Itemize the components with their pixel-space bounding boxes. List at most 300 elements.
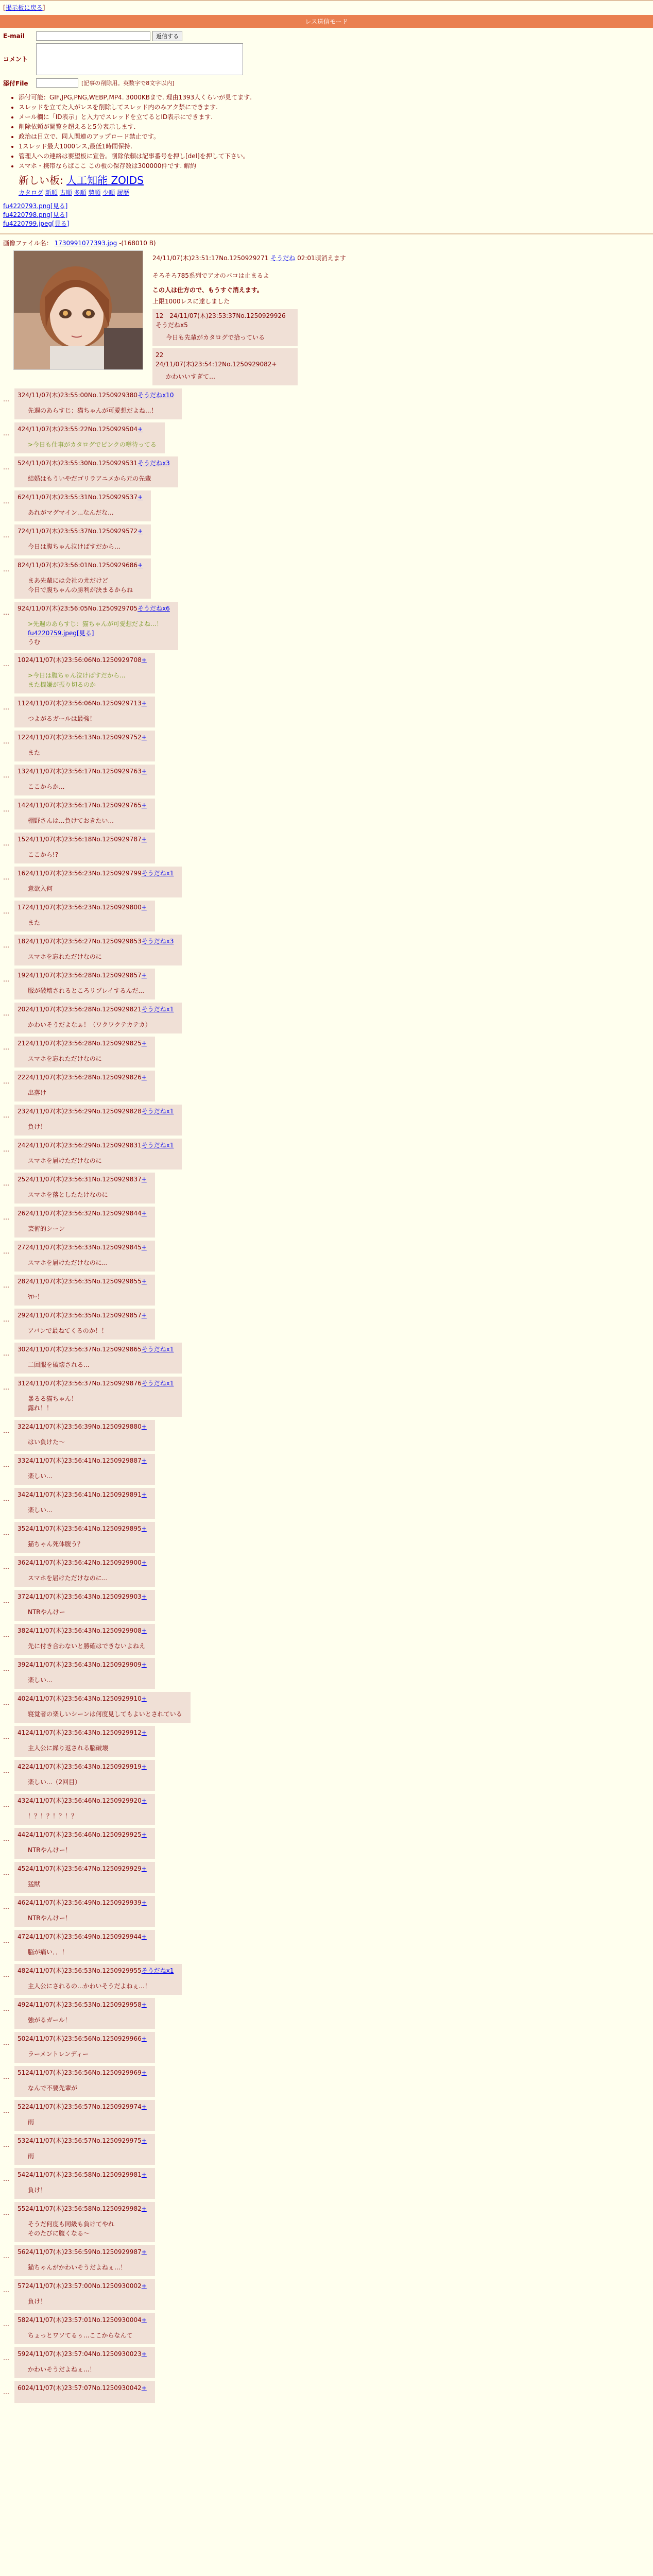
comment-label: コメント xyxy=(3,56,28,63)
reply-post xyxy=(14,697,155,727)
reply-header xyxy=(18,1005,174,1014)
sod-button[interactable]: + xyxy=(141,734,147,741)
sod-button[interactable]: + xyxy=(141,1763,147,1770)
op-date: 24/11/07(木)23:51:17 xyxy=(152,255,219,262)
sod-button[interactable]: + xyxy=(141,2282,147,2290)
reply-number[interactable]: No.1250929831 xyxy=(92,1142,142,1149)
sod-button[interactable]: そうだねx1 xyxy=(141,1108,174,1115)
reply-date: 24/11/07(木)23:56:43 xyxy=(25,1763,92,1770)
reply-row xyxy=(3,2032,653,2063)
sod-button[interactable]: + xyxy=(141,1210,147,1217)
reply-number[interactable]: No.1250929504 xyxy=(88,426,138,433)
reply-row xyxy=(3,1241,653,1272)
reply-indent: … xyxy=(3,2073,9,2080)
image-info-prefix: 画像ファイル名： xyxy=(3,240,53,247)
catalog-link[interactable]: 少順 xyxy=(102,189,115,196)
reply-index: 20 xyxy=(18,1006,26,1013)
reply-post xyxy=(14,2066,155,2097)
reply-date: 24/11/07(木)23:56:53 xyxy=(25,1967,92,1974)
reply-header xyxy=(18,604,170,613)
reply-number[interactable]: No.1250929857 xyxy=(92,1312,142,1319)
file-link[interactable]: fu4220799.jpeg[見る] xyxy=(3,220,70,227)
reply-row xyxy=(3,1590,653,1621)
sod-button[interactable]: + xyxy=(141,2069,147,2076)
reply-number[interactable]: No.1250929891 xyxy=(92,1491,142,1498)
sod-button[interactable]: そうだねx1 xyxy=(141,1142,174,1149)
reply-row xyxy=(3,935,653,965)
catalog-link[interactable]: 古順 xyxy=(59,189,72,196)
reply-indent: … xyxy=(3,1384,9,1391)
sod-button[interactable]: + xyxy=(141,2384,147,2392)
reply-number[interactable]: No.1250929765 xyxy=(92,802,142,809)
reply-number[interactable]: No.1250929920 xyxy=(92,1797,142,1804)
reply-header xyxy=(18,1796,147,1805)
reply-header xyxy=(18,869,174,878)
reply-index: 10 xyxy=(18,656,26,664)
catalog-link[interactable]: カタログ xyxy=(19,189,44,196)
reply-number[interactable]: No.1250929857 xyxy=(92,972,142,979)
reply-header xyxy=(18,2204,147,2213)
sod-button[interactable]: + xyxy=(141,1661,147,1668)
reply-number[interactable]: No.1250929531 xyxy=(88,460,138,467)
reply-post xyxy=(14,1105,182,1136)
reply-row xyxy=(3,1309,653,1340)
reply-indent: … xyxy=(3,1835,9,1842)
file-input[interactable] xyxy=(36,78,78,88)
reply-indent: … xyxy=(3,1316,9,1323)
op-reply xyxy=(152,348,298,385)
reply-indent: … xyxy=(3,772,9,779)
reply-number[interactable]: No.1250929708 xyxy=(92,656,142,664)
reply-indent: … xyxy=(3,396,9,403)
reply-number[interactable]: No.1250929876 xyxy=(92,1380,142,1387)
reply-indent: … xyxy=(3,498,9,505)
reply-number[interactable]: No.1250929853 xyxy=(92,938,142,945)
reply-number[interactable]: No.1250929925 xyxy=(92,1831,142,1838)
sod-button[interactable]: そうだねx10 xyxy=(138,392,174,399)
reply-post xyxy=(14,490,151,521)
reply-post xyxy=(14,1488,155,1519)
reply-post xyxy=(14,1794,155,1825)
catalog-link[interactable]: 履歴 xyxy=(117,189,130,196)
reply-body: 楽しい... xyxy=(28,1472,53,1480)
reply-row xyxy=(3,969,653,999)
sod-button[interactable]: + xyxy=(138,494,143,501)
reply-image-link[interactable]: fu4220759.jpeg[見る] xyxy=(28,630,94,637)
reply-number[interactable]: No.1250929929 xyxy=(92,1865,142,1872)
reply-body: 負け！ xyxy=(28,1123,47,1130)
catalog-link[interactable]: 新順 xyxy=(45,189,58,196)
reply-number[interactable]: No.1250929821 xyxy=(92,1006,142,1013)
reply-number[interactable]: No.1250929763 xyxy=(92,768,142,775)
reply-post xyxy=(14,1692,191,1723)
reply-row xyxy=(3,1624,653,1655)
reply-number[interactable]: No.1250930004 xyxy=(92,2316,142,2324)
reply-indent: … xyxy=(3,1248,9,1255)
reply-number[interactable]: No.1250929828 xyxy=(92,1108,142,1115)
sod-button[interactable]: そうだねx1 xyxy=(141,1006,174,1013)
reply-index: 21 xyxy=(18,1040,26,1047)
reply-post xyxy=(14,1377,182,1417)
sod-button[interactable]: + xyxy=(141,1559,147,1566)
new-board-note xyxy=(19,172,653,187)
sod-button[interactable]: そうだねx1 xyxy=(141,1967,174,1974)
reply-post xyxy=(14,969,155,999)
reply-number[interactable]: No.1250929799 xyxy=(92,870,142,877)
reply-date: 24/11/07(木)23:56:13 xyxy=(25,734,92,741)
reply-post xyxy=(14,1964,182,1995)
reply-body: 猛獣 xyxy=(28,1880,41,1888)
op-sod-button[interactable]: そうだね xyxy=(270,255,296,262)
reply-index: 4 xyxy=(18,426,22,433)
reply-body: NTRやんけー xyxy=(28,1608,65,1616)
sod-button[interactable]: + xyxy=(138,426,143,433)
reply-number[interactable]: No.1250929880 xyxy=(92,1423,142,1430)
sod-button[interactable]: + xyxy=(141,2205,147,2212)
back-nav: [掲示板に戻る] xyxy=(3,4,45,11)
sod-button[interactable]: + xyxy=(141,836,147,843)
reply-number[interactable]: No.1250929958 xyxy=(92,2001,142,2008)
sod-button[interactable]: + xyxy=(141,1899,147,1906)
catalog-link[interactable]: 勢順 xyxy=(88,189,101,196)
reply-header: 12 24/11/07(木)23:53:37No.1250929926そうだねx5 xyxy=(156,312,286,329)
sod-button[interactable]: + xyxy=(141,1312,147,1319)
reply-date: 24/11/07(木)23:56:41 xyxy=(25,1457,92,1464)
reply-header xyxy=(18,1345,174,1354)
reply-number[interactable]: No.1250929955 xyxy=(92,1967,142,1974)
reply-indent: … xyxy=(3,1495,9,1502)
reply-indent: … xyxy=(3,1078,9,1085)
reply-body: スマホを忘れただけなのに xyxy=(28,953,102,960)
sod-button[interactable]: + xyxy=(141,1797,147,1804)
sod-button[interactable]: + xyxy=(141,1865,147,1872)
reply-row xyxy=(3,1173,653,1204)
reply-date: 24/11/07(木)23:56:17 xyxy=(25,802,92,809)
reply-post xyxy=(14,1173,155,1204)
separator xyxy=(0,233,653,234)
image-size: -(168010 B) xyxy=(119,240,156,247)
sod-button[interactable]: + xyxy=(141,1457,147,1464)
reply-index: 36 xyxy=(18,1559,26,1566)
reply-date: 24/11/07(木)23:56:06 xyxy=(25,656,92,664)
op-number[interactable]: No.1250929271 xyxy=(219,255,269,262)
reply-post xyxy=(14,1862,155,1893)
reply-row xyxy=(3,1658,653,1689)
reply-number[interactable]: No.1250929944 xyxy=(92,1933,142,1940)
reply-index: 28 xyxy=(18,1278,26,1285)
reply-number[interactable]: No.1250929887 xyxy=(92,1457,142,1464)
reply-post xyxy=(14,2245,155,2276)
reply-index: 54 xyxy=(18,2171,26,2178)
rules-list xyxy=(19,93,653,171)
reply-number[interactable]: No.1250929939 xyxy=(92,1899,142,1906)
reply-header xyxy=(18,971,147,980)
sod-button[interactable]: + xyxy=(141,1491,147,1498)
reply-number[interactable]: No.1250929855 xyxy=(92,1278,142,1285)
sod-button[interactable]: + xyxy=(141,1831,147,1838)
reply-row xyxy=(3,558,653,599)
reply-number[interactable]: No.1250929825 xyxy=(92,1040,142,1047)
reply-header xyxy=(18,2136,147,2145)
reply-date: 24/11/07(木)23:55:31 xyxy=(21,494,88,501)
reply-row xyxy=(3,2134,653,2165)
reply-indent: … xyxy=(3,1461,9,1468)
reply-row xyxy=(3,833,653,863)
reply-date: 24/11/07(木)23:56:56 xyxy=(25,2069,92,2076)
reply-indent: … xyxy=(3,1869,9,1876)
reply-date: 24/11/07(木)23:56:41 xyxy=(25,1491,92,1498)
reply-index: 30 xyxy=(18,1346,26,1353)
reply-header xyxy=(18,1490,147,1499)
reply-number[interactable]: No.1250929975 xyxy=(92,2137,142,2144)
reply-date: 24/11/07(木)23:56:49 xyxy=(25,1899,92,1906)
reply-row xyxy=(3,1105,653,1136)
reply-header xyxy=(18,2315,147,2325)
reply-number[interactable]: No.1250929909 xyxy=(92,1661,142,1668)
file-link[interactable]: fu4220798.png[見る] xyxy=(3,211,68,218)
reply-body: スマホを届けただけなのに xyxy=(28,1157,102,1164)
reply-index: 52 xyxy=(18,2103,26,2110)
reply-row xyxy=(3,524,653,555)
reply-date: 24/11/07(木)23:56:32 xyxy=(25,1210,92,1217)
sod-button[interactable]: + xyxy=(141,2137,147,2144)
sod-button[interactable]: + xyxy=(141,1074,147,1081)
back-link[interactable]: 掲示板に戻る xyxy=(5,4,43,11)
sod-button[interactable]: + xyxy=(141,1423,147,1430)
sod-button[interactable]: + xyxy=(141,1593,147,1600)
reply-row xyxy=(3,1794,653,1825)
sod-button[interactable]: + xyxy=(141,1627,147,1634)
reply-body: かわいいすぎて… xyxy=(166,373,216,380)
reply-indent: … xyxy=(3,2141,9,2148)
reply-number[interactable]: No.1250929908 xyxy=(92,1627,142,1634)
reply-post xyxy=(14,765,155,795)
reply-body: 猫ちゃんがかわいそうだよねぇ...！ xyxy=(28,2264,127,2271)
reply-number[interactable]: No.1250929572 xyxy=(88,528,138,535)
sod-button[interactable]: + xyxy=(141,700,147,707)
reply-index: 7 xyxy=(18,528,22,535)
submit-button[interactable]: 返信する xyxy=(152,31,182,41)
reply-number[interactable]: No.1250930023 xyxy=(92,2350,142,2358)
sod-button[interactable]: + xyxy=(141,972,147,979)
reply-post xyxy=(14,731,155,761)
rule-item: • 管理人への連絡は要望板に宣告。削除依頼は記事番号を押し[del]を押して下さい。 xyxy=(19,151,653,161)
reply-number[interactable]: No.1250929895 xyxy=(92,1525,142,1532)
reply-date: 24/11/07(木)23:56:37 xyxy=(25,1346,92,1353)
reply-row xyxy=(3,765,653,795)
reply-indent: … xyxy=(3,1282,9,1289)
reply-post xyxy=(14,2202,155,2242)
sod-button[interactable]: + xyxy=(141,2350,147,2358)
new-board-link[interactable]: 人工知能 ZOIDS xyxy=(66,174,144,187)
reply-index: 59 xyxy=(18,2350,26,2358)
sod-button[interactable]: + xyxy=(141,2001,147,2008)
reply-index: 40 xyxy=(18,1695,26,1702)
reply-post xyxy=(14,2279,155,2310)
reply-body: ここから!? xyxy=(28,851,59,858)
comment-field[interactable] xyxy=(36,43,243,75)
reply-header xyxy=(18,459,170,468)
reply-header xyxy=(18,1864,147,1873)
reply-number[interactable]: No.1250929912 xyxy=(92,1729,142,1736)
sod-button[interactable]: そうだねx1 xyxy=(141,1380,174,1387)
reply-number[interactable]: No.1250929919 xyxy=(92,1763,142,1770)
reply-date: 24/11/07(木)23:56:47 xyxy=(25,1865,92,1872)
sod-button[interactable]: そうだねx3 xyxy=(141,938,174,945)
sod-button[interactable]: + xyxy=(141,1525,147,1532)
reply-number[interactable]: No.1250929987 xyxy=(92,2248,142,2256)
reply-row xyxy=(3,731,653,761)
reply-header xyxy=(18,1039,147,1048)
reply-number[interactable]: No.1250929837 xyxy=(92,1176,142,1183)
rule-item: • 削除依頼が閲覧を超えると5分表示します. xyxy=(19,122,653,132)
sod-button[interactable]: + xyxy=(141,1176,147,1183)
image-filename-link[interactable]: 1730991077393.jpg xyxy=(54,240,117,247)
reply-number[interactable]: No.1250929380 xyxy=(88,392,138,399)
reply-post xyxy=(14,422,165,453)
sod-button[interactable]: + xyxy=(141,2316,147,2324)
reply-body: スマホを忘れただけなのに xyxy=(28,1055,102,1062)
sod-button[interactable]: + xyxy=(141,2035,147,2042)
sod-button[interactable]: そうだねx1 xyxy=(141,870,174,877)
reply-number[interactable]: No.1250929903 xyxy=(92,1593,142,1600)
reply-post xyxy=(14,2381,155,2403)
reply-date: 24/11/07(木)23:56:43 xyxy=(25,1661,92,1668)
reply-number[interactable]: No.1250929974 xyxy=(92,2103,142,2110)
reply-number[interactable]: No.1250929800 xyxy=(92,904,142,911)
reply-number[interactable]: No.1250930042 xyxy=(92,2384,142,2392)
op-replies xyxy=(152,309,653,385)
reply-body: 先週のあらすじ：猫ちゃんが可愛想だよね...！ xyxy=(28,407,158,414)
reply-index: 41 xyxy=(18,1729,26,1736)
reply-body: まあ先輩には会社の尤だけど 今日で腹ちゃんの勝利が決まるからね xyxy=(28,577,133,594)
sod-button[interactable]: + xyxy=(141,2248,147,2256)
reply-post xyxy=(14,1454,155,1485)
reply-number[interactable]: No.1250929900 xyxy=(92,1559,142,1566)
reply-index: 33 xyxy=(18,1457,26,1464)
reply-number[interactable]: No.1250929713 xyxy=(92,700,142,707)
op-thumbnail-image[interactable] xyxy=(13,250,143,370)
sod-button[interactable]: + xyxy=(141,2103,147,2110)
reply-header xyxy=(18,1422,147,1431)
reply-number[interactable]: No.1250929865 xyxy=(92,1346,142,1353)
reply-date: 24/11/07(木)23:56:46 xyxy=(25,1797,92,1804)
reply-number[interactable]: No.1250929969 xyxy=(92,2069,142,2076)
reply-number[interactable]: No.1250929826 xyxy=(92,1074,142,1081)
reply-body: 二回服を破壊される... xyxy=(28,1361,90,1368)
reply-header xyxy=(18,1524,147,1533)
reply-number[interactable]: No.1250929982 xyxy=(92,2205,142,2212)
reply-body: 主人公にされるの...かわいそうだよねぇ...！ xyxy=(28,1982,151,1990)
reply-header xyxy=(18,1311,147,1320)
reply-index: 55 xyxy=(18,2205,26,2212)
email-field[interactable] xyxy=(36,31,150,41)
reply-row xyxy=(3,1037,653,1067)
reply-date: 24/11/07(木)23:56:28 xyxy=(25,1040,92,1047)
reply-indent: … xyxy=(3,2388,9,2396)
sod-button[interactable]: そうだねx6 xyxy=(138,605,170,612)
sod-button[interactable]: + xyxy=(141,1729,147,1736)
file-link[interactable]: fu4220793.png[見る] xyxy=(3,202,68,210)
file-link-row xyxy=(3,202,653,211)
reply-date: 24/11/07(木)23:56:59 xyxy=(25,2248,92,2256)
reply-body: 雨 xyxy=(28,2119,35,2126)
reply-date: 24/11/07(木)23:56:43 xyxy=(25,1593,92,1600)
reply-body: ちょっとワソてるぅ...ここからなんて xyxy=(28,2332,133,2339)
reply-row xyxy=(3,1760,653,1791)
reply-post xyxy=(14,1522,155,1553)
sod-button[interactable]: + xyxy=(141,1933,147,1940)
sod-button[interactable]: + xyxy=(141,1278,147,1285)
reply-body: スマホを届けただけなのに... xyxy=(28,1574,108,1582)
reply-body: 雨 xyxy=(28,2153,35,2160)
reply-number[interactable]: No.1250929752 xyxy=(92,734,142,741)
file-label: 添付File xyxy=(3,79,28,87)
reply-number[interactable]: No.1250929910 xyxy=(92,1695,142,1702)
reply-index: 35 xyxy=(18,1525,26,1532)
reply-body: 結婚はもういやだゴリラアニメから元の先輩 xyxy=(28,475,151,482)
reply-date: 24/11/07(木)23:56:41 xyxy=(25,1525,92,1532)
sod-button[interactable]: + xyxy=(141,1040,147,1047)
reply-header xyxy=(18,1277,147,1286)
reply-indent: … xyxy=(3,874,9,881)
reply-header xyxy=(18,2349,147,2359)
reply-post xyxy=(14,2313,155,2344)
sod-button[interactable]: + xyxy=(138,528,143,535)
reply-post xyxy=(14,456,178,487)
reply-number[interactable]: No.1250929537 xyxy=(88,494,138,501)
sod-button[interactable]: そうだねx1 xyxy=(141,1346,174,1353)
reply-header xyxy=(18,937,174,946)
reply-number[interactable]: No.1250929844 xyxy=(92,1210,142,1217)
reply-row xyxy=(3,1275,653,1306)
sod-button[interactable]: + xyxy=(141,1244,147,1251)
reply-number[interactable]: No.1250929705 xyxy=(88,605,138,612)
reply-header xyxy=(18,1175,147,1184)
sod-button[interactable]: + xyxy=(141,2171,147,2178)
reply-number[interactable]: No.1250929686 xyxy=(88,562,138,569)
sod-button[interactable]: そうだねx3 xyxy=(138,460,170,467)
reply-index: 37 xyxy=(18,1593,26,1600)
reply-date: 24/11/07(木)23:56:49 xyxy=(25,1933,92,1940)
sod-button[interactable]: + xyxy=(141,1695,147,1702)
reply-number[interactable]: No.1250929981 xyxy=(92,2171,142,2178)
reply-body: 出落け xyxy=(28,1089,47,1096)
sod-button[interactable]: + xyxy=(141,802,147,809)
sod-button[interactable]: + xyxy=(138,562,143,569)
reply-indent: … xyxy=(3,1529,9,1536)
reply-row xyxy=(3,1420,653,1451)
reply-body: 脳が痛い．．！ xyxy=(28,1948,68,1956)
reply-row xyxy=(3,1896,653,1927)
reply-indent: … xyxy=(3,1971,9,1978)
reply-header xyxy=(18,561,143,570)
reply-number[interactable]: No.1250929966 xyxy=(92,2035,142,2042)
reply-number[interactable]: No.1250929845 xyxy=(92,1244,142,1251)
sod-button[interactable]: + xyxy=(141,904,147,911)
reply-index: 5 xyxy=(18,460,22,467)
catalog-link[interactable]: 多順 xyxy=(74,189,87,196)
sod-button[interactable]: + xyxy=(141,656,147,664)
reply-post xyxy=(14,1003,182,1033)
reply-post xyxy=(14,653,155,693)
file-links xyxy=(3,202,653,228)
reply-number[interactable]: No.1250929787 xyxy=(92,836,142,843)
sod-button[interactable]: + xyxy=(141,768,147,775)
reply-header xyxy=(18,2247,147,2257)
reply-index: 48 xyxy=(18,1967,26,1974)
reply-number[interactable]: No.1250930002 xyxy=(92,2282,142,2290)
